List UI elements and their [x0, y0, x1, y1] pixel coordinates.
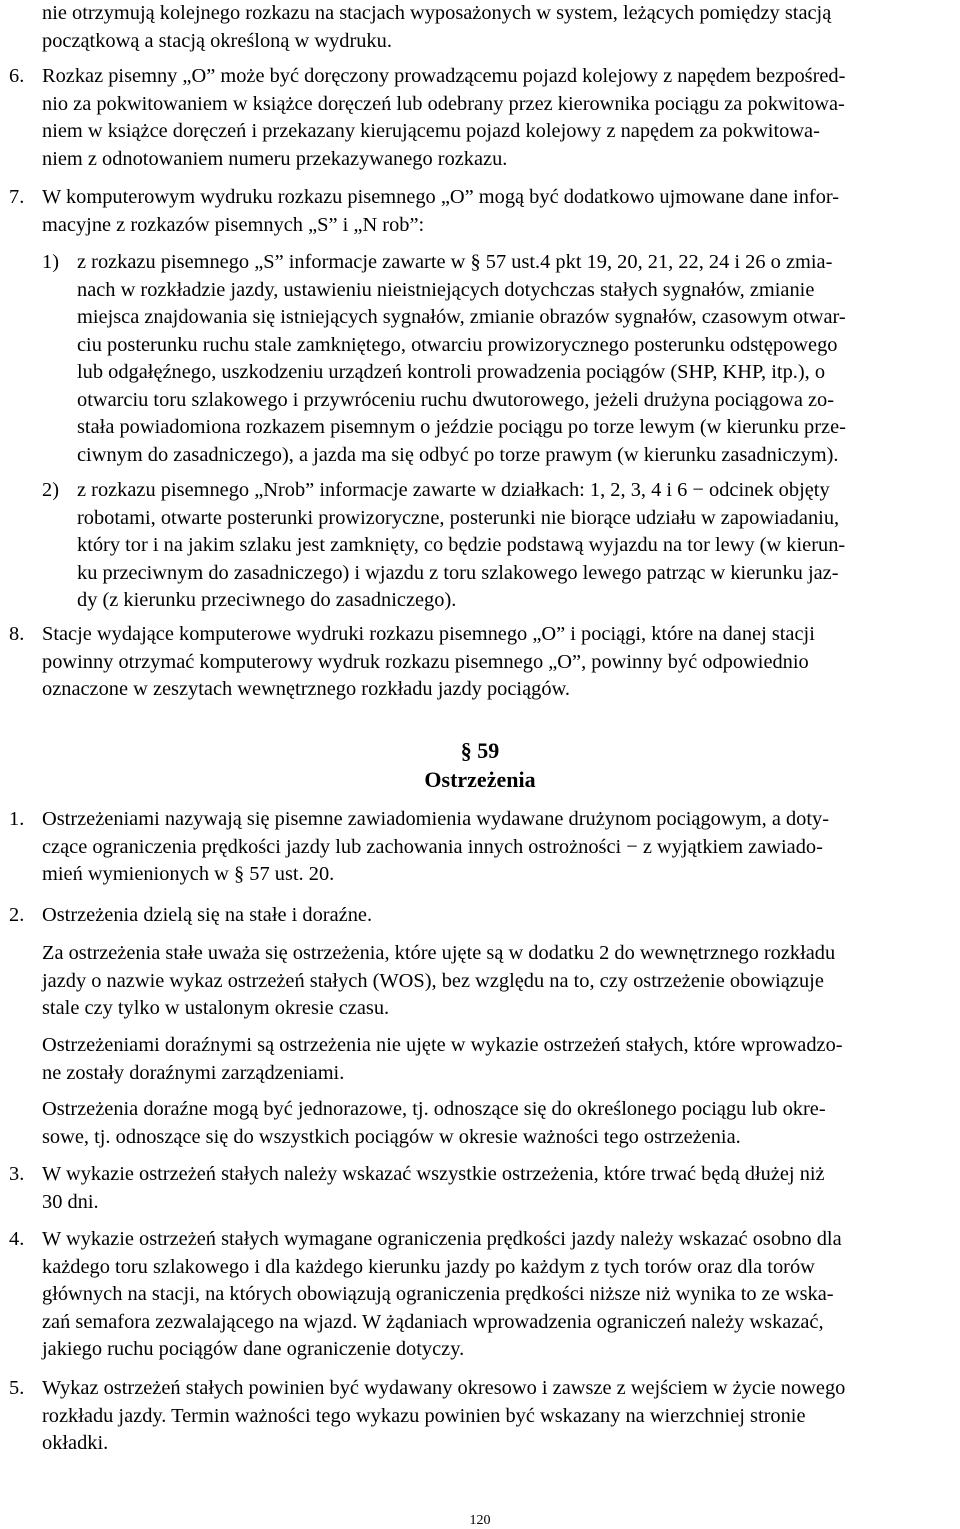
section-item-2: [42, 902, 958, 930]
item-7-paragraph: [42, 184, 958, 239]
text-line: sowe, tj. odnoszące się do wszystkich pociągów w okresie ważności tego ostrzeżenia.: [42, 1125, 741, 1148]
text-line: okładki.: [42, 1432, 109, 1454]
subitem-number: 1): [42, 251, 59, 273]
section-title: Ostrzeżenia: [424, 767, 536, 792]
text-line: Ostrzeżenia doraźne mogą być jednorazowe, tj. odnoszące się do określonego pociągu lub okre-: [42, 1098, 826, 1120]
text-line: Ostrzeżenia dzielą się na stałe i doraźne.: [42, 904, 373, 926]
item-7-subitem-2: [77, 477, 958, 615]
text-line: ne zostały doraźnymi zarządzeniami.: [42, 1061, 345, 1084]
text-line: Wykaz ostrzeżeń stałych powinien być wydawany okresowo i zawsze z wejściem w życie nowego: [42, 1377, 846, 1399]
text-line: Ostrzeżeniami doraźnymi są ostrzeżenia nie ujęte w wykazie ostrzeżeń stałych, które wprowadzo-: [42, 1034, 843, 1056]
text-line: czące ograniczenia prędkości jazdy lub zachowania innych ostrożności − z wyjątkiem zawiado-: [42, 835, 823, 858]
text-line: W komputerowym wydruku rozkazu pisemnego „O” mogą być dodatkowo ujmowane dane infor-: [42, 186, 840, 208]
text-line: robotami, otwarte posterunki prowizoryczne, posterunki nie biorące udziału w zapowiadaniu,: [77, 506, 840, 529]
intro-paragraph: [42, 0, 958, 55]
text-line: Rozkaz pisemny „O” może być doręczony prowadzącemu pojazd kolejowy z napędem bezpośred-: [42, 65, 846, 87]
item-number: 1.: [9, 808, 25, 830]
text-line: który tor i na jakim szlaku jest zamknięty, co będzie podstawą wyjazdu na tor lewy (w kierun-: [77, 534, 846, 556]
text-line: ciu posterunku ruchu stale zamkniętego, otwarciu prowizorycznego posterunku odstępowego: [77, 333, 838, 356]
item-7-subitem-1: [77, 249, 958, 469]
text-line: W wykazie ostrzeżeń stałych wymagane ograniczenia prędkości jazdy należy wskazać osobno dla: [42, 1228, 842, 1250]
section-item-2-paragraph-1: [42, 940, 958, 1023]
text-line: początkową a stacją określoną w wydruku.: [42, 29, 392, 52]
item-number: 3.: [9, 1163, 25, 1185]
section-item-1: [42, 806, 958, 889]
text-line: niem z odnotowaniem numeru przekazywanego rozkazu.: [42, 147, 508, 170]
text-line: ku przeciwnym do zasadniczego) i wjazdu z toru szlakowego lewego patrząc w kierunku jaz-: [77, 561, 839, 584]
text-line: lub odgałęźnego, uszkodzeniu urządzeń kontroli prowadzenia pociągów (SHP, KHP, itp.), o: [77, 361, 826, 383]
section-item-2-paragraph-3: [42, 1096, 958, 1151]
section-item-3: [42, 1161, 958, 1216]
text-line: Stacje wydające komputerowe wydruki rozkazu pisemnego „O” i pociągi, które na danej stacji: [42, 623, 815, 645]
text-line: nie otrzymują kolejnego rozkazu na stacjach wyposażonych w system, leżących pomiędzy stacją: [42, 2, 832, 24]
page-number: 120: [469, 1513, 491, 1528]
text-line: stała powiadomiona rozkazem pisemnym o jeździe pociągu po torze lewym (w kierunku prze-: [77, 416, 846, 438]
text-line: Za ostrzeżenia stałe uważa się ostrzeżenia, które ujęte są w dodatku 2 do wewnętrznego rozkładu: [42, 942, 836, 964]
text-line: niem w książce doręczeń i przekazany kierującemu pojazd kolejowy z napędem za pokwitowa-: [42, 120, 820, 142]
item-number: 8.: [9, 623, 25, 645]
section-item-4: [42, 1226, 958, 1364]
item-number: 5.: [9, 1377, 25, 1399]
text-line: nio za pokwitowaniem w książce doręczeń lub odebrany przez kierownika pociągu za pokwitowa-: [42, 92, 845, 115]
text-line: 30 dni.: [42, 1190, 99, 1213]
text-line: rozkładu jazdy. Termin ważności tego wykazu powinien być wskazany na wierzchniej stronie: [42, 1404, 806, 1427]
text-line: miejsca znajdowania się istniejących sygnałów, zmianie obrazów sygnałów, czasowym otwar-: [77, 306, 846, 328]
text-line: stale czy tylko w ustalonym okresie czasu.: [42, 997, 390, 1019]
text-line: otwarciu toru szlakowego i przywróceniu ruchu dwutorowego, jeżeli drużyna pociągowa zo-: [77, 388, 835, 411]
text-line: W wykazie ostrzeżeń stałych należy wskazać wszystkie ostrzeżenia, które trwać będą dłużej niż: [42, 1163, 825, 1185]
section-item-2-paragraph-2: [42, 1032, 958, 1087]
text-line: Ostrzeżeniami nazywają się pisemne zawiadomienia wydawane drużynom pociągowym, a doty-: [42, 808, 830, 830]
text-line: mień wymienionych w § 57 ust. 20.: [42, 863, 335, 885]
item-number: 2.: [9, 904, 25, 926]
text-line: głównych na stacji, na których obowiązują ograniczenia prędkości niższe niż wynika to ze wska-: [42, 1283, 834, 1305]
text-line: każdego toru szlakowego i dla każdego kierunku jazdy po każdym z tych torów oraz dla torów: [42, 1255, 815, 1278]
text-line: nach w rozkładzie jazdy, ustawieniu nieistniejących dotychczas stałych sygnałów, zmianie: [77, 278, 815, 301]
text-line: macyjne z rozkazów pisemnych „S” i „N rob”:: [42, 213, 425, 236]
text-line: z rozkazu pisemnego „S” informacje zawarte w § 57 ust.4 pkt 19, 20, 21, 22, 24 i 26 o zmia-: [77, 251, 833, 273]
text-line: jakiego ruchu pociągów dane ograniczenie dotyczy.: [42, 1338, 465, 1360]
section-number: § 59: [460, 738, 500, 763]
text-line: z rozkazu pisemnego „Nrob” informacje zawarte w działkach: 1, 2, 3, 4 i 6 − odcinek objęty: [77, 479, 830, 501]
text-line: oznaczone w zeszytach wewnętrznego rozkładu jazdy pociągów.: [42, 678, 571, 700]
item-number: 6.: [9, 65, 25, 87]
text-line: dy (z kierunku przeciwnego do zasadniczego).: [77, 589, 457, 611]
text-line: ciwnym do zasadniczego), a jazda ma się odbyć po torze prawym (w kierunku zasadniczym).: [77, 443, 839, 466]
text-line: zań semafora zezwalającego na wjazd. W żądaniach wprowadzenia ograniczeń należy wskazać,: [42, 1310, 824, 1333]
item-number: 4.: [9, 1228, 25, 1250]
subitem-number: 2): [42, 479, 59, 501]
section-item-5: [42, 1375, 958, 1458]
text-line: jazdy o nazwie wykaz ostrzeżeń stałych (WOS), bez względu na to, czy ostrzeżenie obowiązuje: [42, 969, 824, 992]
text-line: powinny otrzymać komputerowy wydruk rozkazu pisemnego „O”, powinny być odpowiednio: [42, 650, 809, 673]
item-number: 7.: [9, 186, 25, 208]
item-8-paragraph: [42, 621, 958, 704]
item-6-paragraph: [42, 63, 958, 173]
